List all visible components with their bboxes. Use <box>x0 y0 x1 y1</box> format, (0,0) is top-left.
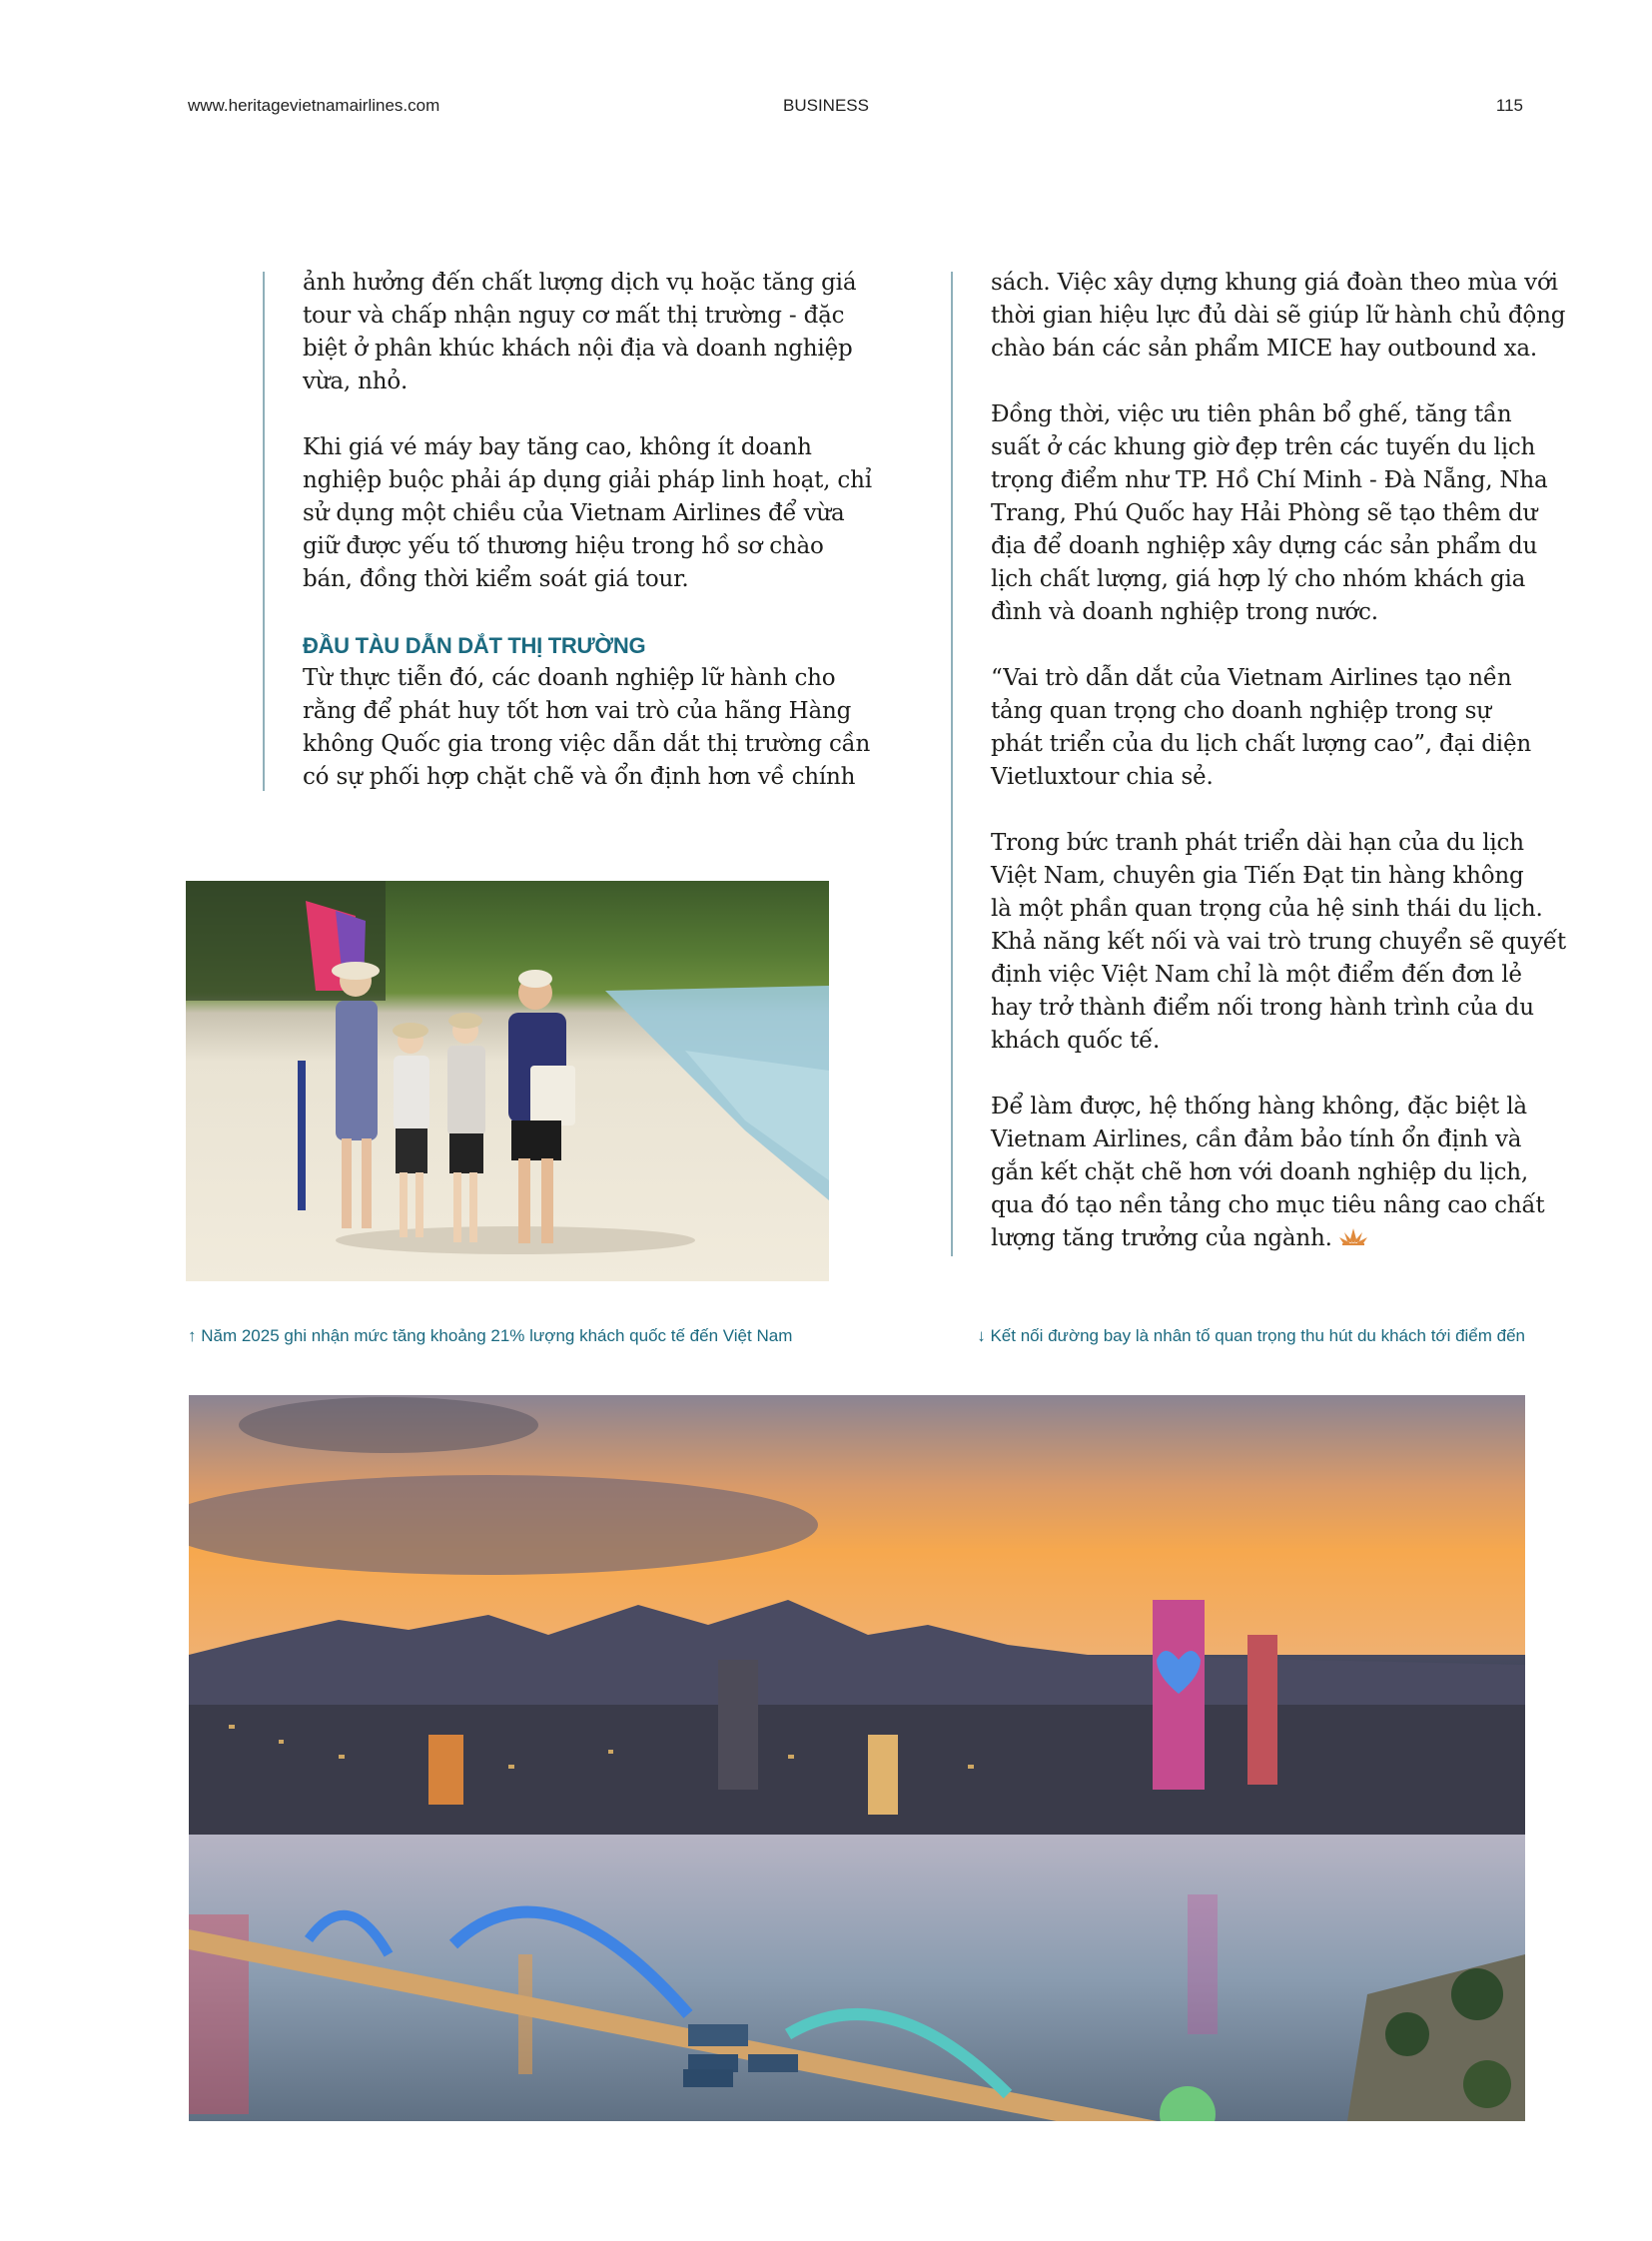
right-column <box>991 267 1566 1289</box>
paragraph <box>303 267 857 398</box>
section-label: BUSINESS <box>783 96 869 115</box>
text-line: Việt Nam, chuyên gia Tiến Đạt tin hàng không <box>991 863 1524 889</box>
right-column-rule <box>951 272 953 1256</box>
text-line: Vietluxtour chia sẻ. <box>991 764 1214 790</box>
caption-city-photo: ↓ Kết nối đường bay là nhân tố quan trọng thu hút du khách tới điểm đến <box>977 1326 1525 1345</box>
text-line: khách quốc tế. <box>991 1028 1161 1054</box>
text-line: địa để doanh nghiệp xây dựng các sản phẩm du <box>991 533 1538 559</box>
text-line: có sự phối hợp chặt chẽ và ổn định hơn về chính <box>303 764 856 790</box>
text-line: biệt ở phân khúc khách nội địa và doanh nghiệp <box>303 336 853 362</box>
left-column-rule <box>263 272 265 791</box>
text-line: hay trở thành điểm nối trong hành trình của du <box>991 995 1534 1021</box>
paragraph <box>303 431 872 596</box>
text-line: “Vai trò dẫn dắt của Vietnam Airlines tạo nền <box>991 665 1512 691</box>
text-line: gắn kết chặt chẽ hơn với doanh nghiệp du lịch, <box>991 1159 1529 1185</box>
text-line: thời gian hiệu lực đủ dài sẽ giúp lữ hành chủ động <box>991 303 1566 329</box>
text-line: chào bán các sản phẩm MICE hay outbound xa. <box>991 336 1537 362</box>
beach-photo-illustration <box>186 881 829 1281</box>
text-line: giữ được yếu tố thương hiệu trong hồ sơ chào <box>303 533 824 559</box>
page-number: 115 <box>1495 96 1523 115</box>
text-line: Trong bức tranh phát triển dài hạn của du lịch <box>991 830 1524 856</box>
quote-paragraph <box>991 662 1530 794</box>
paragraph <box>991 398 1548 629</box>
paragraph <box>991 267 1566 366</box>
danang-dragon-bridge-photo <box>189 1395 1525 2121</box>
paragraph <box>991 1091 1545 1256</box>
paragraph <box>991 827 1566 1058</box>
caption-beach-photo: ↑ Năm 2025 ghi nhận mức tăng khoảng 21% lượng khách quốc tế đến Việt Nam <box>188 1326 793 1345</box>
text-line: suất ở các khung giờ đẹp trên các tuyến du lịch <box>991 434 1536 460</box>
text-line: Đồng thời, việc ưu tiên phân bổ ghế, tăng tần <box>991 401 1512 427</box>
text-line: Trang, Phú Quốc hay Hải Phòng sẽ tạo thêm dư <box>991 500 1538 526</box>
paragraph <box>303 629 871 794</box>
text-line: ảnh hưởng đến chất lượng dịch vụ hoặc tăng giá <box>303 270 857 296</box>
text-line: Khi giá vé máy bay tăng cao, không ít doanh <box>303 434 812 460</box>
city-photo-illustration <box>189 1395 1525 2121</box>
text-line-content: lượng tăng trưởng của ngành. <box>991 1225 1332 1251</box>
text-line: sách. Việc xây dựng khung giá đoàn theo mùa với <box>991 270 1558 296</box>
website-url[interactable]: www.heritagevietnamairlines.com <box>188 96 440 115</box>
text-line: là một phần quan trọng của hệ sinh thái du lịch. <box>991 896 1543 922</box>
text-line: định việc Việt Nam chỉ là một điểm đến đơn lẻ <box>991 962 1522 988</box>
text-line: phát triển của du lịch chất lượng cao”, đại diện <box>991 731 1531 757</box>
text-line: Khả năng kết nối và vai trò trung chuyển sẽ quyết <box>991 929 1566 955</box>
text-line <box>991 1222 1530 1256</box>
text-line: rằng để phát huy tốt hơn vai trò của hãng Hàng <box>303 698 852 724</box>
lotus-icon <box>1338 1223 1368 1256</box>
section-heading: ĐẦU TÀU DẪN DẮT THỊ TRƯỜNG <box>303 633 646 658</box>
text-line: bán, đồng thời kiểm soát giá tour. <box>303 566 689 592</box>
text-line: vừa, nhỏ. <box>303 369 409 394</box>
text-line: đình và doanh nghiệp trong nước. <box>991 599 1378 625</box>
text-line: sử dụng một chiều của Vietnam Airlines để vừa <box>303 500 845 526</box>
text-line: Vietnam Airlines, cần đảm bảo tính ổn định và <box>991 1126 1522 1152</box>
text-line: không Quốc gia trong việc dẫn dắt thị trường cần <box>303 731 871 757</box>
text-line: tảng quan trọng cho doanh nghiệp trong sự <box>991 698 1491 724</box>
text-line: lịch chất lượng, giá hợp lý cho nhóm khách gia <box>991 566 1526 592</box>
text-line: qua đó tạo nền tảng cho mục tiêu nâng cao chất <box>991 1192 1545 1218</box>
text-line: Từ thực tiễn đó, các doanh nghiệp lữ hành cho <box>303 665 836 691</box>
text-line: tour và chấp nhận nguy cơ mất thị trường - đặc <box>303 303 845 329</box>
left-column <box>303 267 872 827</box>
text-line: Để làm được, hệ thống hàng không, đặc biệt là <box>991 1094 1527 1120</box>
text-line: nghiệp buộc phải áp dụng giải pháp linh hoạt, chỉ <box>303 467 872 493</box>
text-line: trọng điểm như TP. Hồ Chí Minh - Đà Nẵng, Nha <box>991 467 1548 493</box>
beach-family-photo <box>186 881 829 1281</box>
